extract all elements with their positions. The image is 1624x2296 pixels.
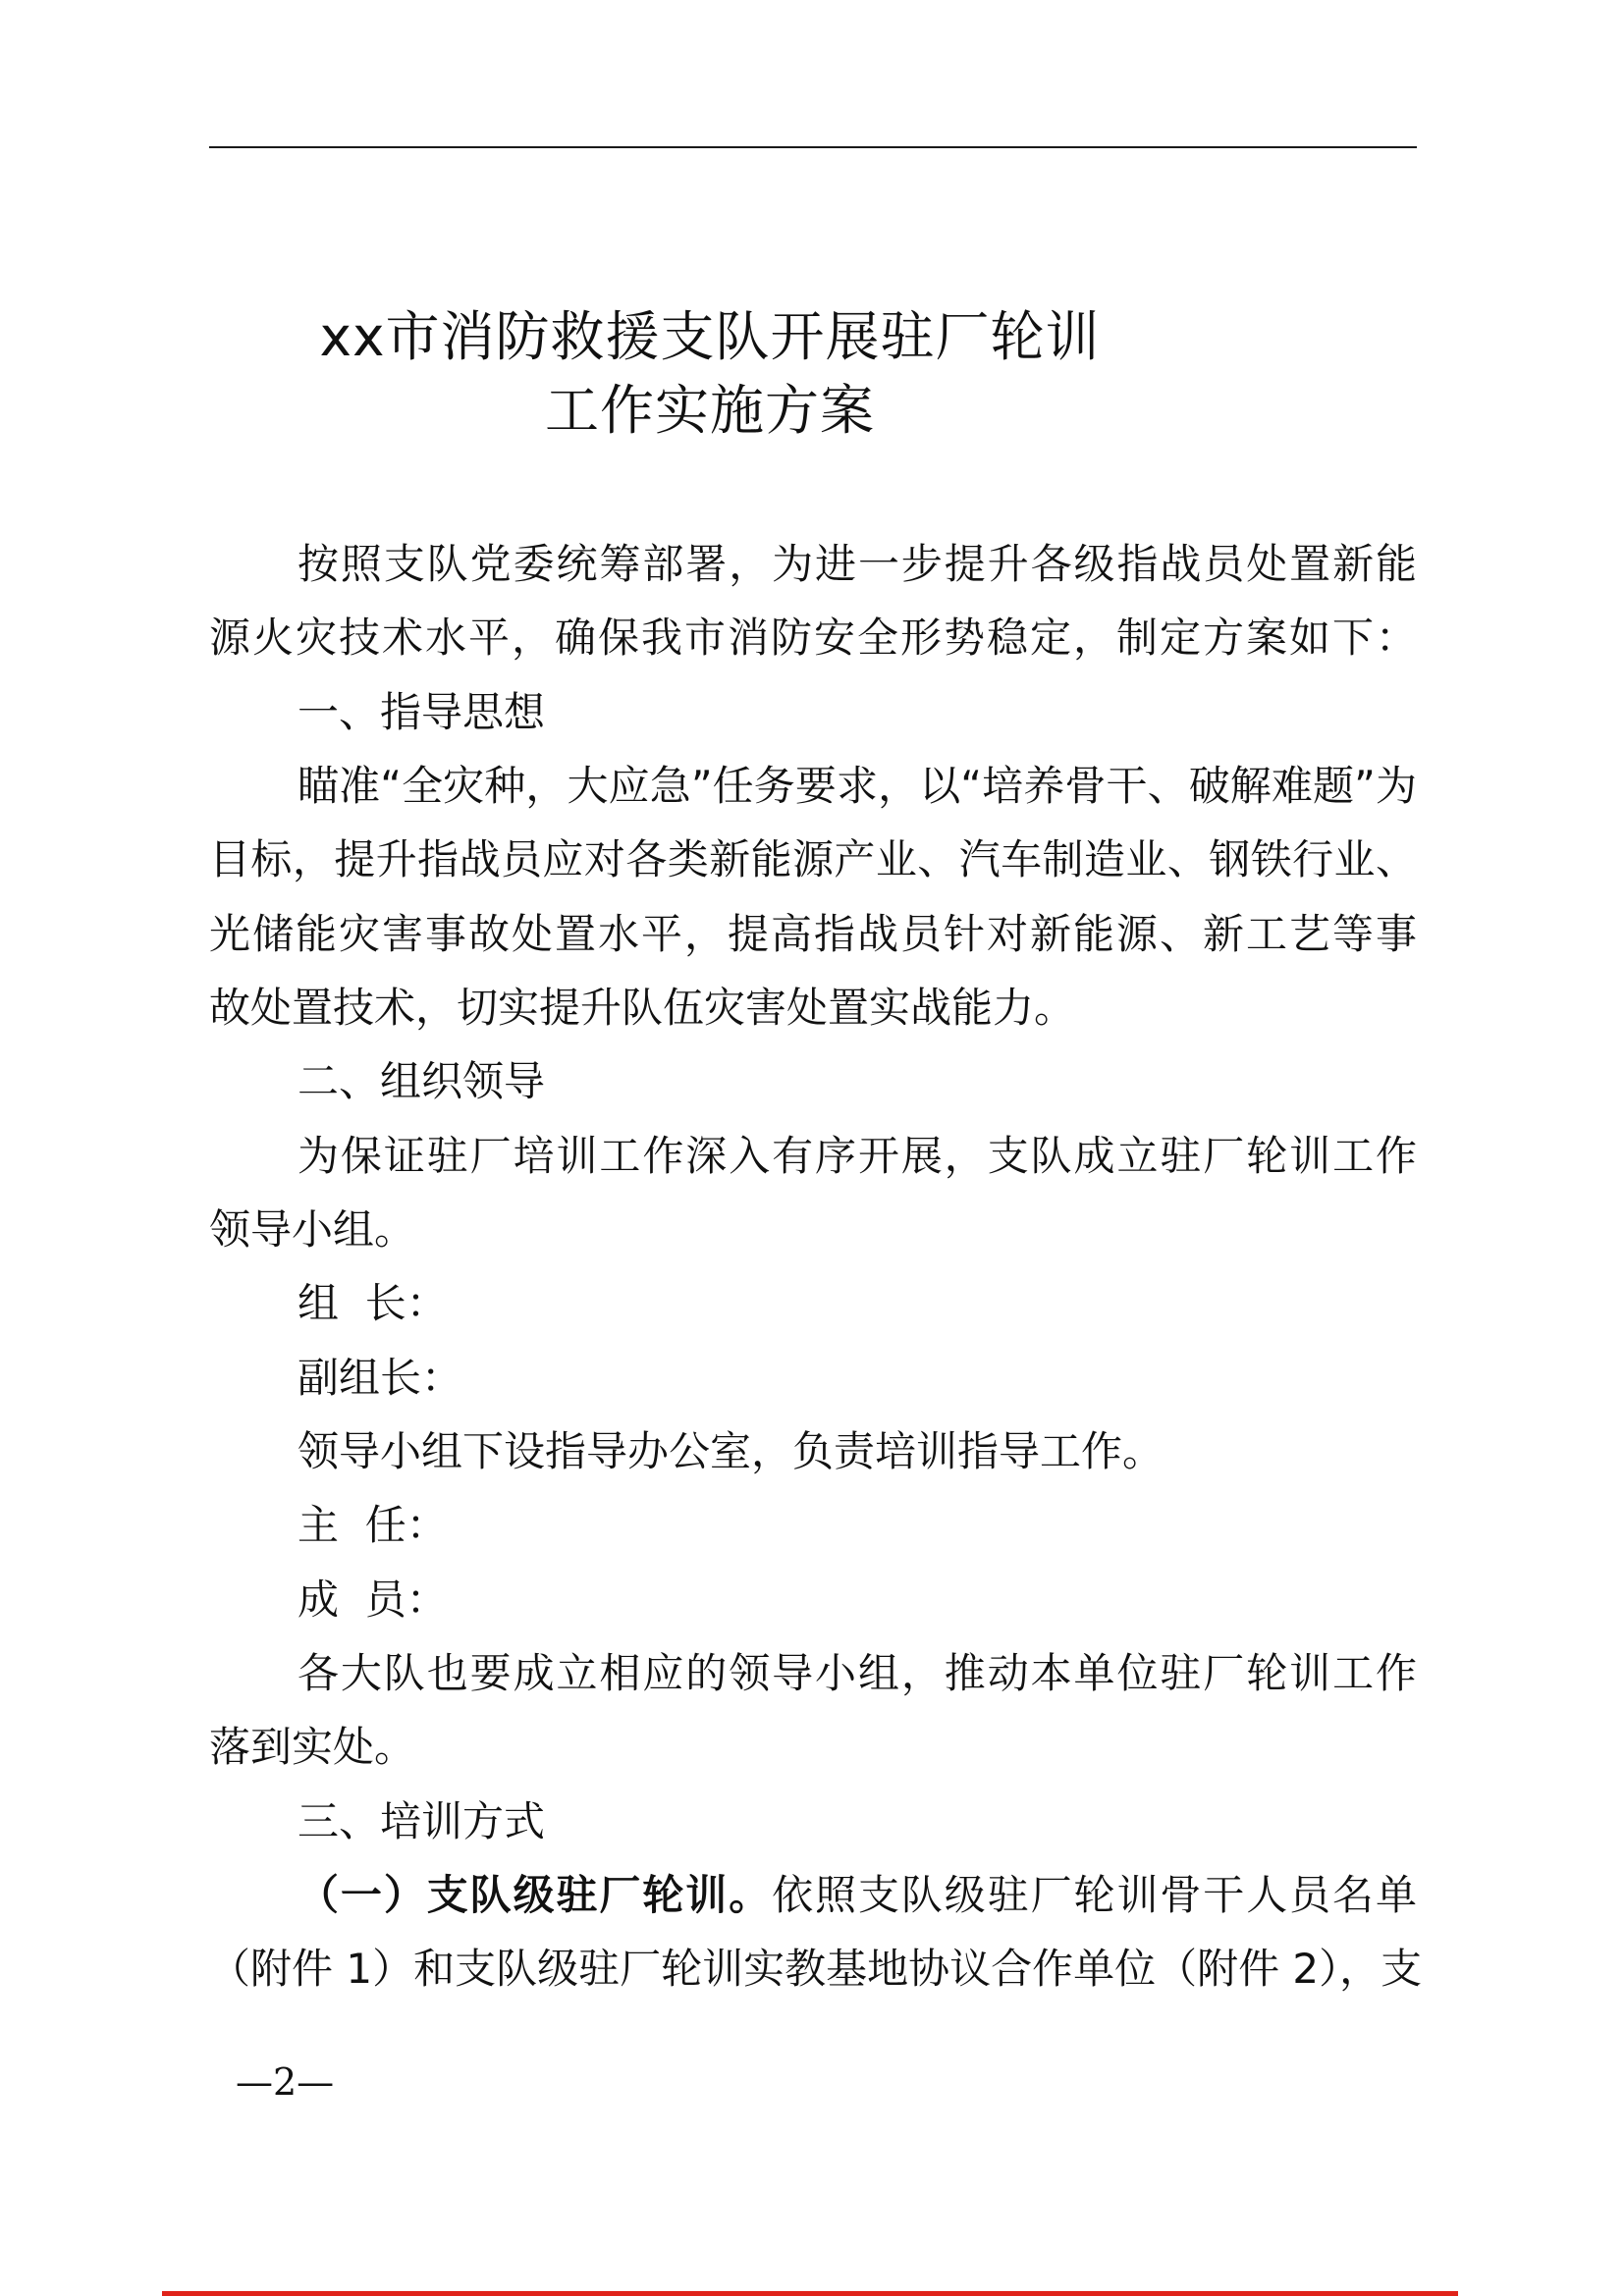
section-2-line-2: 领导小组。 (209, 1205, 416, 1254)
section-1-line-2: 目标，提升指战员应对各类新能源产业、汽车制造业、钢铁行业、 (209, 835, 1417, 883)
section-3-line-1 (298, 1866, 1417, 1925)
intro-paragraph-line-2: 源火灾技术水平，确保我市消防安全形势稳定，制定方案如下： (209, 614, 1417, 662)
deputy-leader-line: 副组长： (298, 1354, 463, 1402)
section-1-line-1: 瞄准“全灾种，大应急”任务要求，以“培养骨干、破解难题”为 (298, 762, 1417, 810)
section-3-line-2: （附件 1）和支队级驻厂轮训实教基地协议合作单位（附件 2），支 (209, 1945, 1423, 1993)
group-leader-line: 组 长： (298, 1279, 448, 1327)
section-2-heading: 二、组织领导 (298, 1057, 546, 1105)
page-number: —2— (236, 2060, 335, 2104)
section-2-line-1: 为保证驻厂培训工作深入有序开展，支队成立驻厂轮训工作 (298, 1132, 1417, 1180)
footer-red-rule (162, 2291, 1458, 2296)
section-2-line-3: 各大队也要成立相应的领导小组，推动本单位驻厂轮训工作 (298, 1649, 1417, 1697)
office-line: 领导小组下设指导办公室，负责培训指导工作。 (298, 1427, 1164, 1475)
header-rule (209, 146, 1417, 148)
members-line: 成 员： (298, 1575, 448, 1624)
section-3-line-1-text: 依照支队级驻厂轮训骨干人员名单 (772, 1871, 1417, 1919)
section-3-subheading: （一）支队级驻厂轮训。 (298, 1871, 773, 1919)
intro-paragraph-line-1: 按照支队党委统筹部署，为进一步提升各级指战员处置新能 (298, 540, 1417, 588)
director-line: 主 任： (298, 1501, 448, 1549)
section-1-heading: 一、指导思想 (298, 688, 546, 736)
section-2-line-4: 落到实处。 (209, 1723, 416, 1771)
document-title-line-1: xx市消防救援支队开展驻厂轮训 (319, 305, 1101, 368)
document-title-line-2: 工作实施方案 (544, 379, 875, 442)
section-1-line-4: 故处置技术，切实提升队伍灾害处置实战能力。 (209, 984, 1076, 1032)
section-1-line-3: 光储能灾害事故处置水平，提高指战员针对新能源、新工艺等事 (209, 910, 1417, 958)
section-3-heading: 三、培训方式 (298, 1797, 546, 1845)
